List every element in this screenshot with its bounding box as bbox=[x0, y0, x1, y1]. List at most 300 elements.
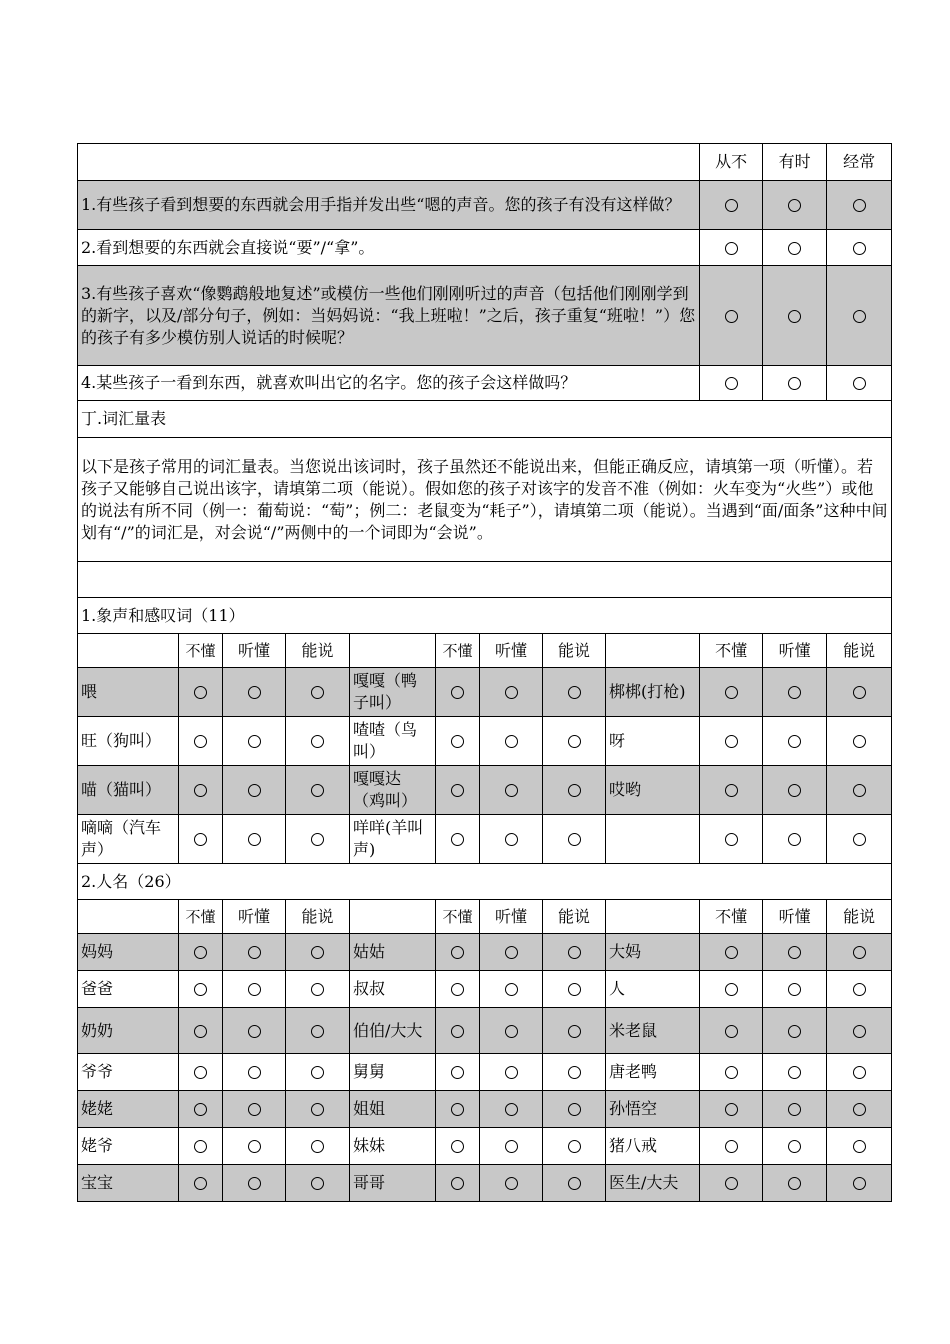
radio-circle-icon[interactable] bbox=[451, 983, 464, 996]
word-label: 妈妈 bbox=[78, 934, 179, 971]
vocab-option[interactable] bbox=[286, 1165, 350, 1202]
radio-circle-icon[interactable] bbox=[788, 242, 801, 255]
vocab-option[interactable] bbox=[543, 1165, 606, 1202]
vocab-header: 能说 bbox=[543, 634, 606, 668]
radio-circle-icon[interactable] bbox=[788, 833, 801, 846]
vocab-option[interactable] bbox=[223, 971, 286, 1008]
vocab-header: 能说 bbox=[543, 900, 606, 934]
instructions-text: 以下是孩子常用的词汇量表。当您说出该词时，孩子虽然还不能说出来，但能正确反应，请填第一项（听懂）。若孩子又能够自己说出该字，请填第二项（能说）。假如您的孩子对该字的发音不准（例如：火车变为“火些”）或他的说法有所不同（例一：葡萄说：“萄”；例二：老鼠变为“耗子”），请填第二项（能说）。当遇到“面/面条”这种中间划有“/”的词汇是，对会说“/”两侧中的一个词即为“会说”。 bbox=[78, 438, 892, 562]
radio-circle-icon[interactable] bbox=[568, 735, 581, 748]
word-label: 呀 bbox=[606, 717, 700, 766]
vocab-option[interactable] bbox=[286, 934, 350, 971]
vocab-option[interactable] bbox=[223, 1128, 286, 1165]
word-label: 喂 bbox=[78, 668, 179, 717]
vocab-option[interactable] bbox=[827, 766, 892, 815]
vocab-header-blank bbox=[78, 634, 179, 668]
radio-circle-icon[interactable] bbox=[505, 946, 518, 959]
word-row bbox=[78, 934, 892, 971]
radio-circle-icon[interactable] bbox=[853, 1140, 866, 1153]
vocab-option[interactable] bbox=[700, 766, 763, 815]
vocab-option[interactable] bbox=[223, 815, 286, 864]
vocab-header-blank bbox=[606, 634, 700, 668]
vocab-option[interactable] bbox=[286, 668, 350, 717]
vocab-header: 听懂 bbox=[763, 634, 827, 668]
vocab-header: 能说 bbox=[286, 900, 350, 934]
frequency-option[interactable] bbox=[700, 181, 763, 230]
radio-circle-icon[interactable] bbox=[788, 784, 801, 797]
radio-circle-icon[interactable] bbox=[311, 1103, 324, 1116]
vocab-option[interactable] bbox=[480, 1128, 543, 1165]
word-label: 爸爸 bbox=[78, 971, 179, 1008]
vocab-option[interactable] bbox=[286, 815, 350, 864]
radio-circle-icon[interactable] bbox=[788, 946, 801, 959]
radio-circle-icon[interactable] bbox=[248, 1025, 261, 1038]
radio-circle-icon[interactable] bbox=[248, 1103, 261, 1116]
radio-circle-icon[interactable] bbox=[568, 1177, 581, 1190]
word-label: 大妈 bbox=[606, 934, 700, 971]
vocab-option[interactable] bbox=[763, 1054, 827, 1091]
vocab-option[interactable] bbox=[179, 934, 223, 971]
radio-circle-icon[interactable] bbox=[725, 686, 738, 699]
radio-circle-icon[interactable] bbox=[311, 1140, 324, 1153]
radio-circle-icon[interactable] bbox=[568, 946, 581, 959]
vocab-option[interactable] bbox=[480, 815, 543, 864]
vocab-option[interactable] bbox=[436, 668, 480, 717]
radio-circle-icon[interactable] bbox=[788, 1140, 801, 1153]
vocab-option[interactable] bbox=[827, 1165, 892, 1202]
freq-header: 从不 bbox=[700, 144, 763, 181]
word-label: 姥爷 bbox=[78, 1128, 179, 1165]
radio-circle-icon[interactable] bbox=[505, 1177, 518, 1190]
radio-circle-icon[interactable] bbox=[788, 199, 801, 212]
vocab-option[interactable] bbox=[223, 766, 286, 815]
radio-circle-icon[interactable] bbox=[568, 1103, 581, 1116]
vocab-option[interactable] bbox=[179, 668, 223, 717]
radio-circle-icon[interactable] bbox=[451, 1177, 464, 1190]
vocab-option[interactable] bbox=[827, 717, 892, 766]
radio-circle-icon[interactable] bbox=[451, 784, 464, 797]
vocab-option[interactable] bbox=[543, 717, 606, 766]
vocab-option[interactable] bbox=[179, 766, 223, 815]
vocab-option[interactable] bbox=[223, 1008, 286, 1054]
vocab-option[interactable] bbox=[436, 1008, 480, 1054]
vocab-option[interactable] bbox=[179, 1165, 223, 1202]
header-blank bbox=[78, 144, 700, 181]
frequency-option[interactable] bbox=[827, 366, 892, 401]
vocab-option[interactable] bbox=[827, 1054, 892, 1091]
vocab-option[interactable] bbox=[700, 1091, 763, 1128]
question-text: 3.有些孩子喜欢“像鹦鹉般地复述”或模仿一些他们刚刚听过的声音（包括他们刚刚学到的新字，以及/部分句子，例如：当妈妈说：“我上班啦！”之后，孩子重复“班啦！”）您的孩子有多少模仿别人说话的时候呢？ bbox=[78, 266, 700, 366]
category-title: 2.人名（26） bbox=[78, 864, 892, 900]
vocab-option[interactable] bbox=[543, 1054, 606, 1091]
radio-circle-icon[interactable] bbox=[853, 833, 866, 846]
radio-circle-icon[interactable] bbox=[788, 735, 801, 748]
radio-circle-icon[interactable] bbox=[853, 1103, 866, 1116]
frequency-option[interactable] bbox=[827, 181, 892, 230]
column-header-label: 不懂 bbox=[442, 907, 473, 926]
radio-circle-icon[interactable] bbox=[853, 784, 866, 797]
radio-circle-icon[interactable] bbox=[248, 1177, 261, 1190]
vocab-option[interactable] bbox=[763, 1165, 827, 1202]
vocab-option[interactable] bbox=[480, 1091, 543, 1128]
radio-circle-icon[interactable] bbox=[248, 983, 261, 996]
radio-circle-icon[interactable] bbox=[853, 1066, 866, 1079]
vocab-option[interactable] bbox=[763, 1128, 827, 1165]
vocab-option[interactable] bbox=[827, 1008, 892, 1054]
radio-circle-icon[interactable] bbox=[788, 377, 801, 390]
vocab-option[interactable] bbox=[436, 1128, 480, 1165]
vocab-option[interactable] bbox=[700, 1165, 763, 1202]
vocab-option[interactable] bbox=[179, 1008, 223, 1054]
vocab-header bbox=[436, 634, 480, 668]
frequency-option[interactable] bbox=[763, 266, 827, 366]
vocab-option[interactable] bbox=[543, 934, 606, 971]
radio-circle-icon[interactable] bbox=[853, 983, 866, 996]
vocab-option[interactable] bbox=[179, 1054, 223, 1091]
radio-circle-icon[interactable] bbox=[194, 983, 207, 996]
vocab-header bbox=[179, 634, 223, 668]
vocab-option[interactable] bbox=[223, 1091, 286, 1128]
radio-circle-icon[interactable] bbox=[194, 946, 207, 959]
vocab-option[interactable] bbox=[480, 1054, 543, 1091]
vocab-option[interactable] bbox=[179, 1128, 223, 1165]
radio-circle-icon[interactable] bbox=[725, 242, 738, 255]
vocab-option[interactable] bbox=[700, 934, 763, 971]
radio-circle-icon[interactable] bbox=[788, 1025, 801, 1038]
vocab-option[interactable] bbox=[436, 1091, 480, 1128]
radio-circle-icon[interactable] bbox=[248, 784, 261, 797]
word-label: 舅舅 bbox=[350, 1054, 436, 1091]
category-title: 1.象声和感叹词（11） bbox=[78, 598, 892, 634]
word-row bbox=[78, 1008, 892, 1054]
radio-circle-icon[interactable] bbox=[725, 1025, 738, 1038]
radio-circle-icon[interactable] bbox=[505, 1025, 518, 1038]
frequency-option[interactable] bbox=[763, 230, 827, 266]
vocab-option[interactable] bbox=[223, 934, 286, 971]
radio-circle-icon[interactable] bbox=[194, 833, 207, 846]
vocab-option[interactable] bbox=[480, 668, 543, 717]
word-label: 姥姥 bbox=[78, 1091, 179, 1128]
radio-circle-icon[interactable] bbox=[451, 833, 464, 846]
radio-circle-icon[interactable] bbox=[194, 1025, 207, 1038]
vocab-option[interactable] bbox=[480, 717, 543, 766]
radio-circle-icon[interactable] bbox=[248, 946, 261, 959]
vocab-option[interactable] bbox=[223, 717, 286, 766]
radio-circle-icon[interactable] bbox=[311, 833, 324, 846]
word-label: 猪八戒 bbox=[606, 1128, 700, 1165]
word-label: 喵（猫叫） bbox=[78, 766, 179, 815]
radio-circle-icon[interactable] bbox=[568, 686, 581, 699]
radio-circle-icon[interactable] bbox=[194, 735, 207, 748]
vocab-header-blank bbox=[350, 634, 436, 668]
radio-circle-icon[interactable] bbox=[451, 946, 464, 959]
radio-circle-icon[interactable] bbox=[194, 686, 207, 699]
word-label: 哥哥 bbox=[350, 1165, 436, 1202]
radio-circle-icon[interactable] bbox=[725, 833, 738, 846]
vocab-option[interactable] bbox=[436, 766, 480, 815]
radio-circle-icon[interactable] bbox=[248, 686, 261, 699]
radio-circle-icon[interactable] bbox=[451, 1140, 464, 1153]
radio-circle-icon[interactable] bbox=[505, 784, 518, 797]
word-row bbox=[78, 717, 892, 766]
vocab-option[interactable] bbox=[480, 934, 543, 971]
vocab-option[interactable] bbox=[763, 934, 827, 971]
frequency-option[interactable] bbox=[763, 366, 827, 401]
vocab-option[interactable] bbox=[543, 1008, 606, 1054]
freq-header: 经常 bbox=[827, 144, 892, 181]
radio-circle-icon[interactable] bbox=[311, 983, 324, 996]
vocab-option[interactable] bbox=[436, 1165, 480, 1202]
radio-circle-icon[interactable] bbox=[311, 784, 324, 797]
word-row bbox=[78, 1091, 892, 1128]
radio-circle-icon[interactable] bbox=[505, 983, 518, 996]
word-label: 咩咩(羊叫声) bbox=[350, 815, 436, 864]
radio-circle-icon[interactable] bbox=[311, 1177, 324, 1190]
radio-circle-icon[interactable] bbox=[725, 377, 738, 390]
radio-circle-icon[interactable] bbox=[248, 735, 261, 748]
vocab-option[interactable] bbox=[827, 815, 892, 864]
word-row bbox=[78, 815, 892, 864]
vocab-option[interactable] bbox=[286, 1054, 350, 1091]
word-label: 姐姐 bbox=[350, 1091, 436, 1128]
word-label: 嘎嘎达（鸡叫） bbox=[350, 766, 436, 815]
vocab-option[interactable] bbox=[223, 1054, 286, 1091]
radio-circle-icon[interactable] bbox=[853, 1177, 866, 1190]
radio-circle-icon[interactable] bbox=[194, 1177, 207, 1190]
vocab-header: 能说 bbox=[827, 634, 892, 668]
radio-circle-icon[interactable] bbox=[194, 1066, 207, 1079]
vocab-option[interactable] bbox=[543, 766, 606, 815]
radio-circle-icon[interactable] bbox=[788, 1103, 801, 1116]
vocab-option[interactable] bbox=[763, 1008, 827, 1054]
radio-circle-icon[interactable] bbox=[311, 1025, 324, 1038]
vocab-option[interactable] bbox=[480, 1008, 543, 1054]
vocab-header-row bbox=[78, 634, 892, 668]
word-label: 人 bbox=[606, 971, 700, 1008]
radio-circle-icon[interactable] bbox=[505, 686, 518, 699]
radio-circle-icon[interactable] bbox=[568, 983, 581, 996]
freq-header: 有时 bbox=[763, 144, 827, 181]
radio-circle-icon[interactable] bbox=[788, 1177, 801, 1190]
vocab-option[interactable] bbox=[543, 815, 606, 864]
vocab-option[interactable] bbox=[286, 766, 350, 815]
word-row bbox=[78, 1128, 892, 1165]
vocab-header: 听懂 bbox=[763, 900, 827, 934]
radio-circle-icon[interactable] bbox=[505, 833, 518, 846]
radio-circle-icon[interactable] bbox=[853, 686, 866, 699]
vocab-option[interactable] bbox=[286, 1008, 350, 1054]
frequency-option[interactable] bbox=[763, 181, 827, 230]
question-text: 1.有些孩子看到想要的东西就会用手指并发出些“嗯的声音。您的孩子有没有这样做？ bbox=[78, 181, 700, 230]
blank-row bbox=[78, 562, 892, 598]
radio-circle-icon[interactable] bbox=[725, 310, 738, 323]
radio-circle-icon[interactable] bbox=[725, 735, 738, 748]
radio-circle-icon[interactable] bbox=[505, 1103, 518, 1116]
vocab-option[interactable] bbox=[543, 1128, 606, 1165]
radio-circle-icon[interactable] bbox=[725, 1140, 738, 1153]
radio-circle-icon[interactable] bbox=[311, 735, 324, 748]
vocab-header-blank bbox=[78, 900, 179, 934]
vocab-option[interactable] bbox=[179, 717, 223, 766]
radio-circle-icon[interactable] bbox=[451, 1025, 464, 1038]
vocab-option[interactable] bbox=[763, 971, 827, 1008]
vocab-option[interactable] bbox=[480, 971, 543, 1008]
vocab-header: 不懂 bbox=[700, 634, 763, 668]
vocab-option[interactable] bbox=[763, 815, 827, 864]
radio-circle-icon[interactable] bbox=[248, 1066, 261, 1079]
radio-circle-icon[interactable] bbox=[853, 1025, 866, 1038]
frequency-option[interactable] bbox=[700, 230, 763, 266]
frequency-option[interactable] bbox=[827, 230, 892, 266]
radio-circle-icon[interactable] bbox=[451, 686, 464, 699]
word-label: 妹妹 bbox=[350, 1128, 436, 1165]
word-label: 梆梆(打枪) bbox=[606, 668, 700, 717]
vocab-option[interactable] bbox=[480, 1165, 543, 1202]
frequency-option[interactable] bbox=[827, 266, 892, 366]
vocab-option[interactable] bbox=[827, 1091, 892, 1128]
word-row bbox=[78, 971, 892, 1008]
vocab-option[interactable] bbox=[179, 1091, 223, 1128]
radio-circle-icon[interactable] bbox=[725, 1066, 738, 1079]
vocab-option[interactable] bbox=[436, 717, 480, 766]
radio-circle-icon[interactable] bbox=[725, 983, 738, 996]
radio-circle-icon[interactable] bbox=[568, 833, 581, 846]
word-row bbox=[78, 1054, 892, 1091]
vocab-option[interactable] bbox=[763, 766, 827, 815]
vocab-header-blank bbox=[350, 900, 436, 934]
vocab-option[interactable] bbox=[179, 815, 223, 864]
word-label: 米老鼠 bbox=[606, 1008, 700, 1054]
vocab-option[interactable] bbox=[543, 1091, 606, 1128]
word-label: 爷爷 bbox=[78, 1054, 179, 1091]
vocab-option[interactable] bbox=[763, 668, 827, 717]
vocab-header: 听懂 bbox=[480, 900, 543, 934]
vocab-option[interactable] bbox=[700, 971, 763, 1008]
vocab-option[interactable] bbox=[827, 1128, 892, 1165]
vocab-header: 听懂 bbox=[480, 634, 543, 668]
vocab-option[interactable] bbox=[700, 717, 763, 766]
radio-circle-icon[interactable] bbox=[311, 946, 324, 959]
radio-circle-icon[interactable] bbox=[725, 946, 738, 959]
vocab-option[interactable] bbox=[480, 766, 543, 815]
vocab-option[interactable] bbox=[827, 934, 892, 971]
radio-circle-icon[interactable] bbox=[725, 1103, 738, 1116]
vocab-option[interactable] bbox=[543, 971, 606, 1008]
radio-circle-icon[interactable] bbox=[725, 784, 738, 797]
vocab-option[interactable] bbox=[436, 934, 480, 971]
radio-circle-icon[interactable] bbox=[311, 1066, 324, 1079]
radio-circle-icon[interactable] bbox=[788, 1066, 801, 1079]
radio-circle-icon[interactable] bbox=[568, 784, 581, 797]
vocab-option[interactable] bbox=[286, 1091, 350, 1128]
radio-circle-icon[interactable] bbox=[853, 377, 866, 390]
radio-circle-icon[interactable] bbox=[853, 199, 866, 212]
vocab-option[interactable] bbox=[543, 668, 606, 717]
vocab-option[interactable] bbox=[179, 971, 223, 1008]
word-label: 姑姑 bbox=[350, 934, 436, 971]
vocab-header: 能说 bbox=[827, 900, 892, 934]
column-header-label: 不懂 bbox=[185, 641, 216, 660]
vocab-header: 不懂 bbox=[700, 900, 763, 934]
radio-circle-icon[interactable] bbox=[451, 1103, 464, 1116]
word-row bbox=[78, 668, 892, 717]
vocab-option[interactable] bbox=[763, 717, 827, 766]
word-row bbox=[78, 766, 892, 815]
radio-circle-icon[interactable] bbox=[725, 1177, 738, 1190]
vocab-option[interactable] bbox=[700, 1054, 763, 1091]
radio-circle-icon[interactable] bbox=[451, 1066, 464, 1079]
vocab-option[interactable] bbox=[436, 971, 480, 1008]
question-row bbox=[78, 181, 892, 230]
word-label: 伯伯/大大 bbox=[350, 1008, 436, 1054]
vocab-option[interactable] bbox=[286, 717, 350, 766]
radio-circle-icon[interactable] bbox=[853, 946, 866, 959]
radio-circle-icon[interactable] bbox=[853, 735, 866, 748]
radio-circle-icon[interactable] bbox=[248, 833, 261, 846]
word-label bbox=[606, 815, 700, 864]
radio-circle-icon[interactable] bbox=[311, 686, 324, 699]
vocab-option[interactable] bbox=[700, 668, 763, 717]
radio-circle-icon[interactable] bbox=[194, 1103, 207, 1116]
question-row bbox=[78, 366, 892, 401]
radio-circle-icon[interactable] bbox=[725, 199, 738, 212]
radio-circle-icon[interactable] bbox=[505, 1066, 518, 1079]
radio-circle-icon[interactable] bbox=[505, 735, 518, 748]
word-label: 宝宝 bbox=[78, 1165, 179, 1202]
radio-circle-icon[interactable] bbox=[505, 1140, 518, 1153]
radio-circle-icon[interactable] bbox=[853, 310, 866, 323]
vocab-option[interactable] bbox=[436, 815, 480, 864]
vocab-option[interactable] bbox=[763, 1091, 827, 1128]
word-row bbox=[78, 1165, 892, 1202]
vocab-option[interactable] bbox=[286, 1128, 350, 1165]
question-row bbox=[78, 266, 892, 366]
radio-circle-icon[interactable] bbox=[248, 1140, 261, 1153]
radio-circle-icon[interactable] bbox=[194, 1140, 207, 1153]
vocab-header: 能说 bbox=[286, 634, 350, 668]
radio-circle-icon[interactable] bbox=[568, 1140, 581, 1153]
vocab-header bbox=[436, 900, 480, 934]
vocab-header: 听懂 bbox=[223, 900, 286, 934]
frequency-option[interactable] bbox=[700, 366, 763, 401]
vocab-option[interactable] bbox=[223, 1165, 286, 1202]
radio-circle-icon[interactable] bbox=[788, 983, 801, 996]
vocab-option[interactable] bbox=[700, 815, 763, 864]
radio-circle-icon[interactable] bbox=[451, 735, 464, 748]
frequency-option[interactable] bbox=[700, 266, 763, 366]
vocab-header-row bbox=[78, 900, 892, 934]
question-text: 4.某些孩子一看到东西，就喜欢叫出它的名字。您的孩子会这样做吗？ bbox=[78, 366, 700, 401]
radio-circle-icon[interactable] bbox=[568, 1066, 581, 1079]
column-header-label: 不懂 bbox=[442, 641, 473, 660]
radio-circle-icon[interactable] bbox=[788, 310, 801, 323]
vocab-option[interactable] bbox=[827, 668, 892, 717]
vocab-option[interactable] bbox=[223, 668, 286, 717]
radio-circle-icon[interactable] bbox=[853, 242, 866, 255]
vocab-header: 听懂 bbox=[223, 634, 286, 668]
vocab-header-blank bbox=[606, 900, 700, 934]
vocab-option[interactable] bbox=[436, 1054, 480, 1091]
vocab-option[interactable] bbox=[700, 1128, 763, 1165]
radio-circle-icon[interactable] bbox=[568, 1025, 581, 1038]
word-label: 嘎嘎（鸭子叫） bbox=[350, 668, 436, 717]
vocab-option[interactable] bbox=[700, 1008, 763, 1054]
radio-circle-icon[interactable] bbox=[788, 686, 801, 699]
vocab-option[interactable] bbox=[827, 971, 892, 1008]
vocab-option[interactable] bbox=[286, 971, 350, 1008]
radio-circle-icon[interactable] bbox=[194, 784, 207, 797]
question-row bbox=[78, 230, 892, 266]
